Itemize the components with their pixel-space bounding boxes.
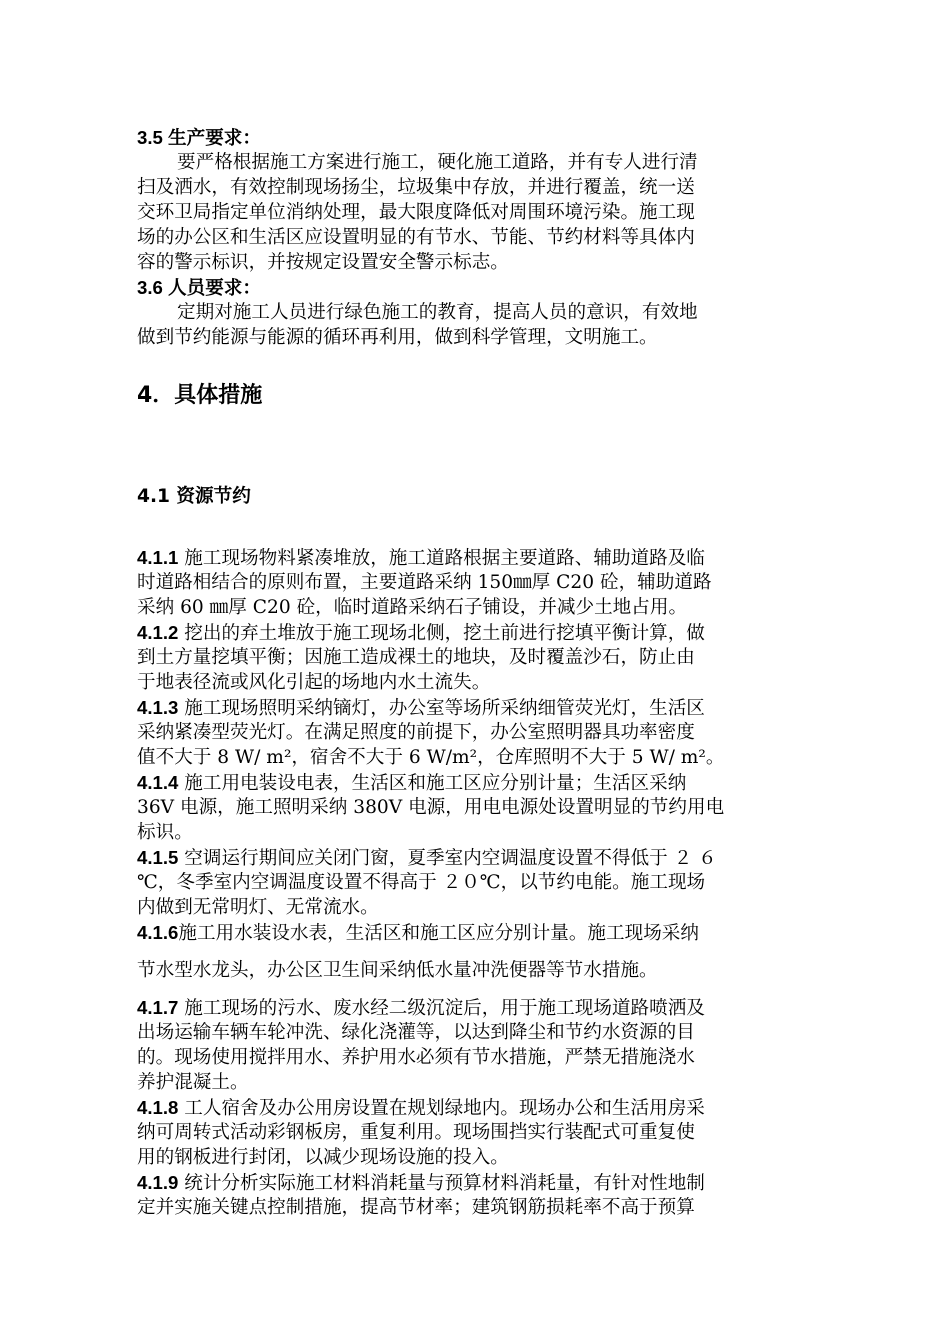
section-title: 3.5 生产要求： <box>137 127 261 148</box>
item-line: ℃，冬季室内空调温度设置不得高于 ２０℃，以节约电能。施工现场 <box>137 872 706 893</box>
item-line: 到土方量挖填平衡；因施工造成裸土的地块，及时覆盖沙石，防止由 <box>137 647 695 668</box>
item-4-1-7 <box>137 995 817 1095</box>
item-label: 4.1.5 <box>137 847 179 868</box>
item-4-1-6 <box>137 920 817 945</box>
item-label: 4.1.4 <box>137 772 179 793</box>
item-line: 标识。 <box>137 822 193 843</box>
chapter-heading: 4．具体措施 <box>137 383 263 408</box>
section-3-5 <box>137 125 817 275</box>
item-label: 4.1.2 <box>137 622 179 643</box>
paragraph-line: 容的警示标识，并按规定设置安全警示标志。 <box>137 252 509 273</box>
paragraph-line: 定期对施工人员进行绿色施工的教育，提高人员的意识，有效地 <box>177 302 698 323</box>
item-label: 4.1.7 <box>137 997 179 1018</box>
item-line: 定并实施关键点控制措施，提高节材率；建筑钢筋损耗率不高于预算 <box>137 1197 695 1218</box>
paragraph-line: 交环卫局指定单位消纳处理，最大限度降低对周围环境污染。施工现 <box>137 202 695 223</box>
item-line: 时道路相结合的原则布置，主要道路采纳 150㎜厚 C20 砼，辅助道路 <box>137 572 712 593</box>
item-line: 采纳 60 ㎜厚 C20 砼，临时道路采纳石子铺设，并减少土地占用。 <box>137 597 688 618</box>
item-4-1-1 <box>137 545 817 620</box>
item-text: 统计分析实际施工材料消耗量与预算材料消耗量，有针对性地制 <box>178 1173 705 1194</box>
item-line: 养护混凝土。 <box>137 1072 249 1093</box>
item-label: 4.1.8 <box>137 1097 179 1118</box>
item-4-1-5 <box>137 845 817 920</box>
item-line: 内做到无常明灯、无常流水。 <box>137 897 379 918</box>
paragraph-line: 场的办公区和生活区应设置明显的有节水、节能、节约材料等具体内 <box>137 227 695 248</box>
paragraph-line: 扫及洒水，有效控制现场扬尘，垃圾集中存放，并进行覆盖，统一送 <box>137 177 695 198</box>
item-line: 于地表径流或风化引起的场地内水土流失。 <box>137 672 491 693</box>
item-line: 36V 电源，施工照明采纳 380V 电源，用电电源处设置明显的节约用电 <box>137 797 725 818</box>
item-line: 出场运输车辆车轮冲洗、绿化浇灌等，以达到降尘和节约水资源的目 <box>137 1022 695 1043</box>
item-4-1-2 <box>137 620 817 695</box>
item-text: 挖出的弃土堆放于施工现场北侧，挖土前进行挖填平衡计算，做 <box>178 623 705 644</box>
item-label: 4.1.3 <box>137 697 179 718</box>
item-4-1-8 <box>137 1095 817 1170</box>
item-label: 4.1.1 <box>137 547 179 568</box>
item-line: 值不大于 8 W/ m²，宿舍不大于 6 W/m²，仓库照明不大于 5 W/ m²。 <box>137 747 725 768</box>
item-line: 用的钢板进行封闭，以减少现场设施的投入。 <box>137 1147 509 1168</box>
item-label: 4.1.9 <box>137 1172 179 1193</box>
item-line: 节水型水龙头，办公区卫生间采纳低水量冲洗便器等节水措施。 <box>137 960 658 981</box>
item-text: 空调运行期间应关闭门窗，夏季室内空调温度设置不得低于 ２ ６ <box>178 848 717 869</box>
item-text: 施工用电装设电表，生活区和施工区应分别计量；生活区采纳 <box>178 773 687 794</box>
item-4-1-4 <box>137 770 817 845</box>
section-title: 3.6 人员要求： <box>137 277 261 298</box>
item-4-1-6-continued <box>137 958 817 983</box>
item-label: 4.1.6 <box>137 922 179 943</box>
item-4-1-9 <box>137 1170 817 1220</box>
item-line: 的。现场使用搅拌用水、养护用水必须有节水措施，严禁无措施浇水 <box>137 1047 695 1068</box>
item-text: 施工用水装设水表，生活区和施工区应分别计量。施工现场采纳 <box>178 923 699 944</box>
section-3-6 <box>137 275 817 350</box>
item-line: 采纳紧凑型荧光灯。在满足照度的前提下，办公室照明器具功率密度 <box>137 722 695 743</box>
item-text: 施工现场的污水、废水经二级沉淀后，用于施工现场道路喷洒及 <box>178 998 705 1019</box>
item-text: 施工现场物料紧凑堆放，施工道路根据主要道路、辅助道路及临 <box>178 548 705 569</box>
item-line: 纳可周转式活动彩钢板房，重复利用。现场围挡实行装配式可重复使 <box>137 1122 695 1143</box>
paragraph-line: 要严格根据施工方案进行施工，硬化施工道路，并有专人进行清 <box>177 152 698 173</box>
item-4-1-3 <box>137 695 817 770</box>
subsection-heading: 4.1 资源节约 <box>137 486 251 507</box>
paragraph-line: 做到节约能源与能源的循环再利用，做到科学管理，文明施工。 <box>137 327 658 348</box>
item-text: 施工现场照明采纳镝灯，办公室等场所采纳细管荧光灯，生活区 <box>178 698 705 719</box>
item-text: 工人宿舍及办公用房设置在规划绿地内。现场办公和生活用房采 <box>178 1098 705 1119</box>
